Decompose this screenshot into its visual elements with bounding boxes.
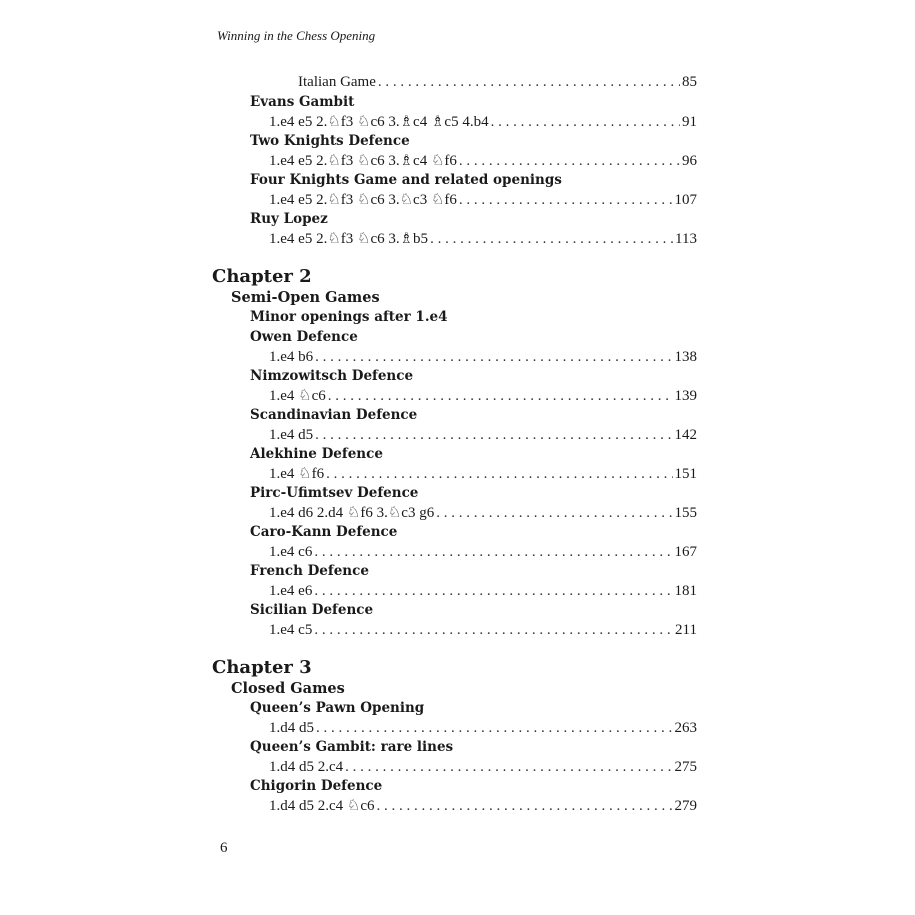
dot-leader — [436, 504, 672, 523]
toc-entry — [269, 230, 697, 249]
dot-leader — [459, 152, 680, 171]
toc-entry-moves: 1.e4 d6 2.d4 ♘f6 3.♘c3 g6 — [269, 505, 435, 521]
toc-entry — [269, 719, 697, 738]
toc-heading: Queen’s Gambit: rare lines — [250, 739, 454, 755]
toc-entry-moves: 1.d4 d5 2.c4 ♘c6 — [269, 798, 375, 814]
toc-page-number: 138 — [674, 349, 697, 365]
dot-leader — [314, 582, 672, 601]
toc-entry — [298, 73, 697, 92]
dot-leader — [459, 191, 673, 210]
toc-page-number: 275 — [674, 759, 697, 775]
toc-heading: Caro-Kann Defence — [250, 524, 398, 540]
running-head: Winning in the Chess Opening — [217, 28, 376, 43]
toc-page-number: 96 — [682, 153, 697, 169]
dot-leader — [345, 758, 672, 777]
dot-leader — [328, 387, 673, 406]
toc-entry-moves: 1.d4 d5 — [269, 720, 314, 736]
dot-leader — [315, 426, 672, 445]
toc-page-number: 139 — [674, 388, 697, 404]
toc-entry-moves: 1.e4 ♘f6 — [269, 466, 325, 482]
toc-page-number: 263 — [674, 720, 697, 736]
toc-entry-moves: 1.e4 e5 2.♘f3 ♘c6 3.♘c3 ♘f6 — [269, 192, 457, 208]
toc-heading: Nimzowitsch Defence — [250, 368, 414, 384]
toc-entry — [269, 426, 697, 445]
chapter-title: Chapter 3 — [212, 657, 312, 678]
toc-entry-moves: 1.e4 d5 — [269, 427, 314, 443]
toc-page-number: 279 — [674, 798, 697, 814]
toc-heading: Minor openings after 1.e4 — [250, 309, 448, 325]
toc-heading: Chigorin Defence — [250, 778, 383, 794]
toc-entry-moves: 1.e4 e6 — [269, 583, 313, 599]
dot-leader — [315, 348, 672, 367]
toc-entry — [269, 621, 697, 640]
dot-leader — [491, 113, 680, 132]
toc-entry — [269, 348, 697, 367]
toc-heading: French Defence — [250, 563, 369, 579]
dot-leader — [378, 73, 680, 92]
toc-page-number: 91 — [682, 114, 697, 130]
toc-page-number: 113 — [675, 231, 697, 247]
toc-entry — [269, 582, 697, 601]
section-title: Closed Games — [231, 680, 345, 697]
toc-page-number: 142 — [674, 427, 697, 443]
toc-heading: Owen Defence — [250, 329, 358, 345]
toc-heading: Pirc-Ufimtsev Defence — [250, 485, 419, 501]
toc-entry-moves: 1.e4 c5 — [269, 622, 313, 638]
dot-leader — [430, 230, 673, 249]
toc-entry-moves: 1.e4 e5 2.♘f3 ♘c6 3.♗c4 ♗c5 4.b4 — [269, 114, 489, 130]
toc-heading: Evans Gambit — [250, 94, 355, 110]
dot-leader — [316, 719, 673, 738]
page-number: 6 — [220, 840, 228, 856]
toc-heading: Alekhine Defence — [250, 446, 383, 462]
toc-entry — [269, 152, 697, 171]
toc-entry — [269, 504, 697, 523]
toc-page-number: 85 — [682, 74, 697, 90]
toc-page-number: 211 — [675, 622, 697, 638]
toc-page-number: 151 — [674, 466, 697, 482]
toc-entry-moves: 1.e4 e5 2.♘f3 ♘c6 3.♗c4 ♘f6 — [269, 153, 457, 169]
toc-entry — [269, 465, 697, 484]
toc-page-number: 167 — [674, 544, 697, 560]
toc-page-number: 107 — [674, 192, 697, 208]
toc-entry-moves: 1.e4 b6 — [269, 349, 314, 365]
toc-entry-moves: Italian Game — [298, 74, 376, 90]
toc-entry — [269, 113, 697, 132]
chapter-title: Chapter 2 — [212, 266, 312, 287]
toc-page-number: 181 — [674, 583, 697, 599]
toc-heading: Queen’s Pawn Opening — [250, 700, 425, 716]
toc-entry-moves: 1.e4 c6 — [269, 544, 313, 560]
dot-leader — [326, 465, 672, 484]
toc-entry — [269, 797, 697, 816]
dot-leader — [377, 797, 673, 816]
toc-heading: Four Knights Game and related openings — [250, 172, 562, 188]
dot-leader — [314, 543, 672, 562]
toc-entry — [269, 543, 697, 562]
toc-entry — [269, 758, 697, 777]
toc-page-number: 155 — [674, 505, 697, 521]
toc-entry — [269, 387, 697, 406]
toc-entry-moves: 1.d4 d5 2.c4 — [269, 759, 344, 775]
toc-heading: Two Knights Defence — [250, 133, 410, 149]
section-title: Semi-Open Games — [231, 289, 380, 306]
toc-heading: Scandinavian Defence — [250, 407, 418, 423]
toc-entry-moves: 1.e4 ♘c6 — [269, 388, 326, 404]
dot-leader — [314, 621, 673, 640]
toc-entry — [269, 191, 697, 210]
toc-entry-moves: 1.e4 e5 2.♘f3 ♘c6 3.♗b5 — [269, 231, 429, 247]
toc-heading: Sicilian Defence — [250, 602, 374, 618]
toc-heading: Ruy Lopez — [250, 211, 328, 227]
